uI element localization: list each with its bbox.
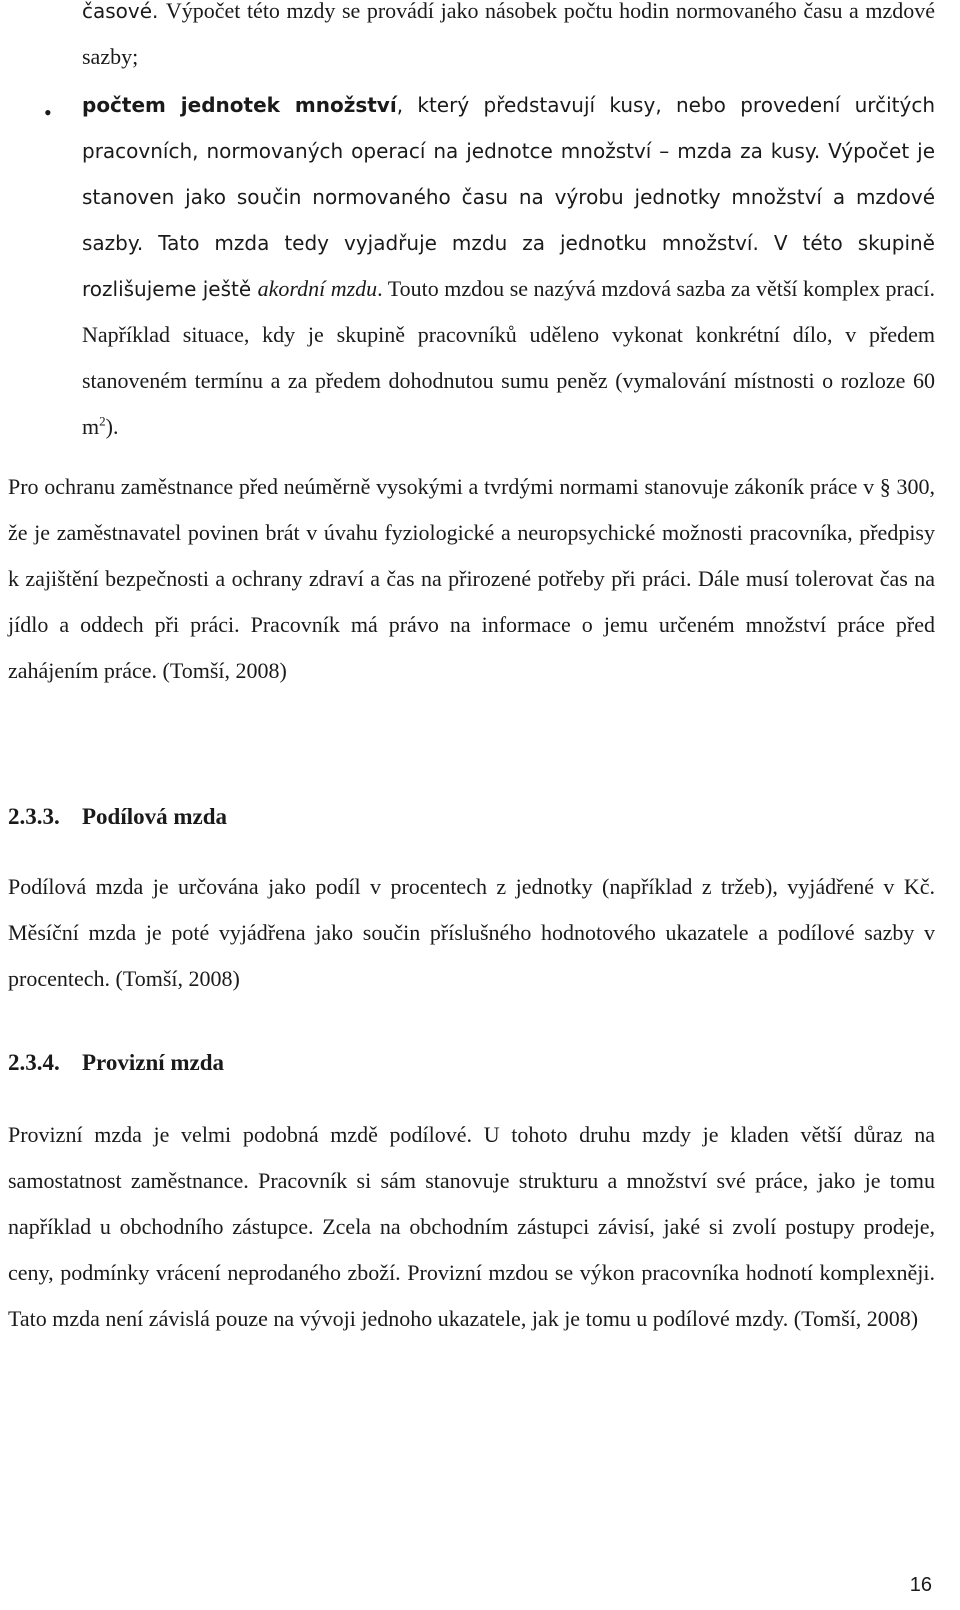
- bullet-sans-text: , který představují kusy, nebo provedení určitých pracovních, normovaných operací na jednotce množství – mzda za kusy. Výpočet je stanoven jako součin normovaného času na výrobu jednotky množství a mzdové sazby. Tato mzda tedy vyjadřuje mzdu za jednotku množství. V této skupině rozlišujeme ještě: [82, 93, 935, 301]
- continuation-text: [82, 0, 935, 80]
- bullet-end: ).: [105, 414, 119, 439]
- bullet-bold-term: počtem jednotek množství: [82, 93, 397, 117]
- paragraph-ochrana: Pro ochranu zaměstnance před neúměrně vysokými a tvrdými normami stanovuje zákoník práce v § 300, že je zaměstnavatel povinen brát v úvahu fyziologické a neuropsychické možnosti pracovníka, předpisy k zajištění bezpečnosti a ochrany zdraví a čas na přirozené potřeby při práci. Dále musí tolerovat čas na jídlo a oddech při práci. Pracovník má právo na informace o jemu určeném množství práce před zahájením práce. (Tomší, 2008): [8, 474, 935, 683]
- bullet-serif-text: . Touto mzdou se nazývá mzdová sazba za větší komplex prací. Například situace, kdy je skupině pracovníků uděleno vykonat konkrétní dílo, v předem stanoveném termínu a za předem dohodnutou sumu peněz (vymalování místnosti o rozloze 60 m: [82, 276, 935, 439]
- bullet-item: [82, 82, 935, 450]
- paragraph-provizni: Provizní mzda je velmi podobná mzdě podílové. U tohoto druhu mzdy je kladen větší důraz na samostatnost zaměstnance. Pracovník si sám stanovuje strukturu a množství své práce, jako je tomu například u obchodního zástupce. Zcela na obchodním zástupci závisí, jaké si zvolí postupy prodeje, ceny, podmínky vrácení neprodaného zboží. Provizní mzdou se výkon pracovníka hodnotí komplexněji. Tato mzda není závislá pouze na vývoji jednoho ukazatele, jak je tomu u podílové mzdy. (Tomší, 2008): [8, 1122, 935, 1331]
- heading-number: 2.3.3.: [8, 804, 60, 829]
- section-heading-podilova: [8, 802, 227, 832]
- continuation-word: časové.: [82, 0, 166, 23]
- section-heading-provizni: [8, 1048, 224, 1078]
- bullet-marker: •: [44, 100, 52, 125]
- page-number: 16: [909, 1574, 932, 1596]
- paragraph-podilova: Podílová mzda je určována jako podíl v procentech z jednotky (například z tržeb), vyjádřené v Kč. Měsíční mzda je poté vyjádřena jako součin příslušného hodnotového ukazatele a podílové sazby v procentech. (Tomší, 2008): [8, 874, 935, 991]
- continuation-sentence: Výpočet této mzdy se provádí jako násobek počtu hodin normovaného času a mzdové sazby;: [82, 0, 935, 69]
- heading-title: Podílová mzda: [82, 804, 228, 829]
- bullet-superscript: 2: [99, 413, 106, 429]
- bullet-italic-term: akordní mzdu: [257, 276, 378, 301]
- heading-number: 2.3.4.: [8, 1050, 60, 1075]
- heading-title: Provizní mzda: [82, 1050, 225, 1075]
